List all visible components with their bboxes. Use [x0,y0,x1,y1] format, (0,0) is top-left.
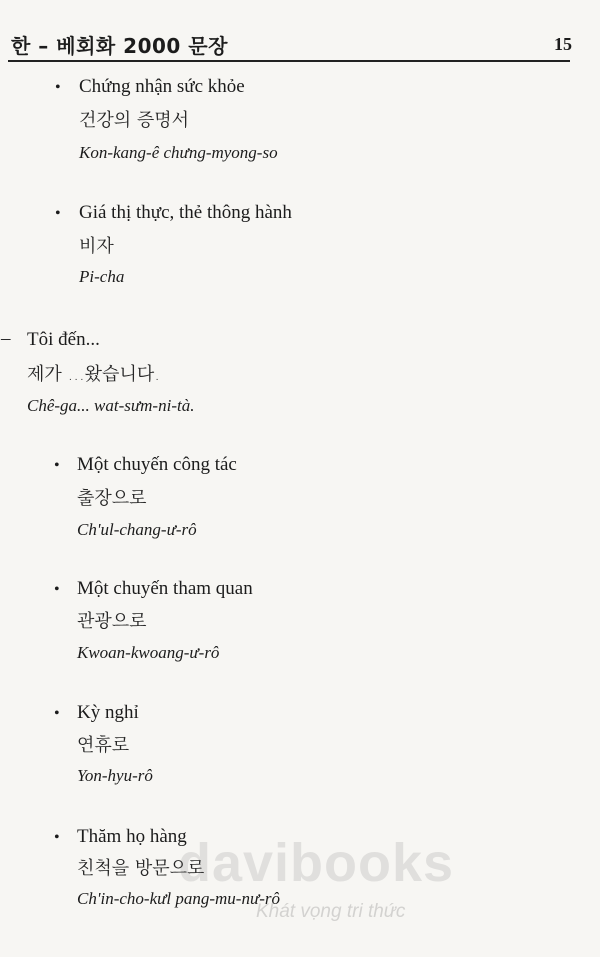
book-title: 한 – 베회화 2000 문장 [11,34,228,58]
bullet-icon: • [54,829,60,846]
korean-text: 연휴로 [77,735,130,756]
korean-text: 친척을 방문으로 [77,858,205,879]
bullet-icon: • [54,581,60,598]
transliteration-text: Ch'in-cho-kưl pang-mu-nư-rô [77,889,281,908]
transliteration-text: Ch'ul-chang-ư-rô [77,520,197,539]
transliteration-text: Kwoan-kwoang-ư-rô [77,643,220,662]
vietnamese-text: Thăm họ hàng [77,826,187,847]
vietnamese-text: Chứng nhận sức khỏe [79,76,245,97]
transliteration-text: Kon-kang-ê chưng-myong-so [79,143,278,162]
watermark-logo: davibooks [178,833,455,893]
korean-text: 건강의 증명서 [79,110,190,131]
korean-text: 관광으로 [77,611,147,632]
bullet-icon: • [54,457,60,474]
vietnamese-text: Kỳ nghỉ [77,702,139,723]
bullet-icon: • [54,705,60,722]
vietnamese-text: Tôi đến... [27,329,100,350]
header-rule [8,60,570,62]
korean-text: 출장으로 [77,488,147,509]
korean-text: 제가 ...왔습니다. [27,364,160,385]
vietnamese-text: Giá thị thực, thẻ thông hành [79,202,292,223]
bullet-icon: • [55,79,61,96]
page-number: 15 [554,34,572,54]
vietnamese-text: Một chuyến tham quan [77,578,253,599]
vietnamese-text: Một chuyến công tác [77,454,237,475]
korean-text: 비자 [79,236,114,257]
transliteration-text: Pi-cha [79,267,125,286]
dash-icon: – [1,328,11,349]
transliteration-text: Chê-ga... wat-sưm-ni-tà. [27,396,195,415]
watermark-tagline: Khát vọng tri thức [256,901,406,922]
page-header [0,0,600,60]
transliteration-text: Yon-hyu-rô [77,766,153,785]
bullet-icon: • [55,205,61,222]
